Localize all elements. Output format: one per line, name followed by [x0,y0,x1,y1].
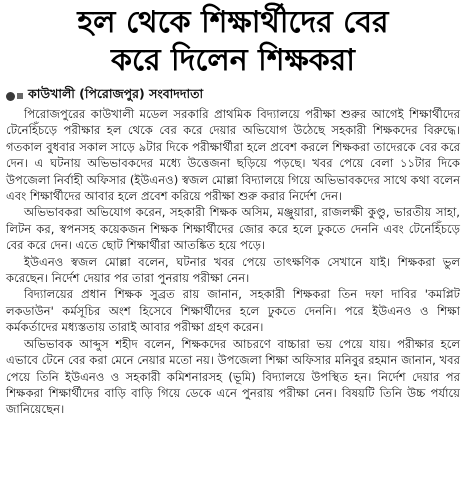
headline-line-1: হল থেকে শিক্ষার্থীদের বের [77,5,389,40]
bullet-icon [6,92,15,101]
headline-line-2: করে দিলেন শিক্ষকরা [111,43,355,78]
paragraph-4: বিদ্যালয়ের প্রধান শিক্ষক সুব্রত রায় জানান, সহকারী শিক্ষকরা তিন দফা দাবির 'কমপ্লিট লকডাউন' কর্মসূচির অংশ হিসেবে শিক্ষার্থীদের হলে ঢুকতে দেননি। পরে ইউএনও ও শিক্ষা কর্মকর্তাদের মধ্যস্ততায় তারাই আবার পরীক্ষা গ্রহণ করেন। [6,287,460,335]
paragraph-3: ইউএনও স্বজল মোল্লা বলেন, ঘটনার খবর পেয়ে তাৎক্ষণিক সেখানে যাই। শিক্ষকরা ভুল করেছেন। নির্দেশ দেয়ার পর তারা পুনরায় পরীক্ষা নেন। [6,254,460,286]
paragraph-2: অভিভাবকরা অভিযোগ করেন, সহকারী শিক্ষক অসিম, মঞ্জুয়ারা, রাজলক্ষী কুণ্ডু, ভারতীয় সাহা, লিটন কর, স্বপনসহ কয়েকজন শিক্ষক শিক্ষার্থীদের জোর করে হলে ঢুকতে দেননি এবং টেনেহিঁচড়ে বের করে দেন। এতে ছোট শিক্ষার্থীরা আতঙ্কিত হয়ে পড়ে। [6,205,460,253]
byline-text: কাউখালী (পিরোজপুর) সংবাদদাতা [28,86,204,101]
article-body [6,106,460,418]
paragraph-1: পিরোজপুরের কাউখালী মডেল সরকারি প্রাথমিক বিদ্যালয়ে পরীক্ষা শুরুর আগেই শিক্ষার্থীদের টেনেহিঁচড়ে পরীক্ষার হল থেকে বের করে দেয়ার অভিযোগ উঠেছে সহকারী শিক্ষকদের বিরুদ্ধে। গতকাল বুধবার সকাল সাড়ে ৯টার দিকে পরীক্ষার্থীরা হলে প্রবেশ করলে শিক্ষকরা তাদেরকে বের করে দেন। এ ঘটনায় অভিভাবকদের মধ্যে উত্তেজনা ছড়িয়ে পড়ছে। খবর পেয়ে বেলা ১১টার দিকে উপজেলা নির্বাহী অফিসার (ইউএনও) স্বজল মোল্লা বিদ্যালয়ে গিয়ে অভিভাবকদের সাথে কথা বলেন এবং শিক্ষার্থীদের আবার হলে প্রবেশ করিয়ে পরীক্ষা শুরু করার নির্দেশ দেন। [6,107,460,204]
byline [6,88,460,104]
square-bullet-icon [17,93,23,99]
paragraph-5: অভিভাবক আব্দুস শহীদ বলেন, শিক্ষকদের আচরণে বাচ্চারা ভয় পেয়ে যায়। পরীক্ষার হলে এভাবে টেনে বের করা মেনে নেয়ার মতো নয়। উপজেলা শিক্ষা অফিসার মনিবুর রহমান জানান, খবর পেয়ে তিনি ইউএনও ও সহকারী কমিশনারসহ (ভূমি) বিদ্যালয়ে উপস্থিত হন। নির্দেশ দেয়ার পর শিক্ষকরা শিক্ষার্থীদের বাড়ি বাড়ি গিয়ে ডেকে এনে পুনরায় পরীক্ষা নেন। বিষয়টি তিনি উচ্চ পর্যায়ে জানিয়েছেন। [6,336,460,417]
